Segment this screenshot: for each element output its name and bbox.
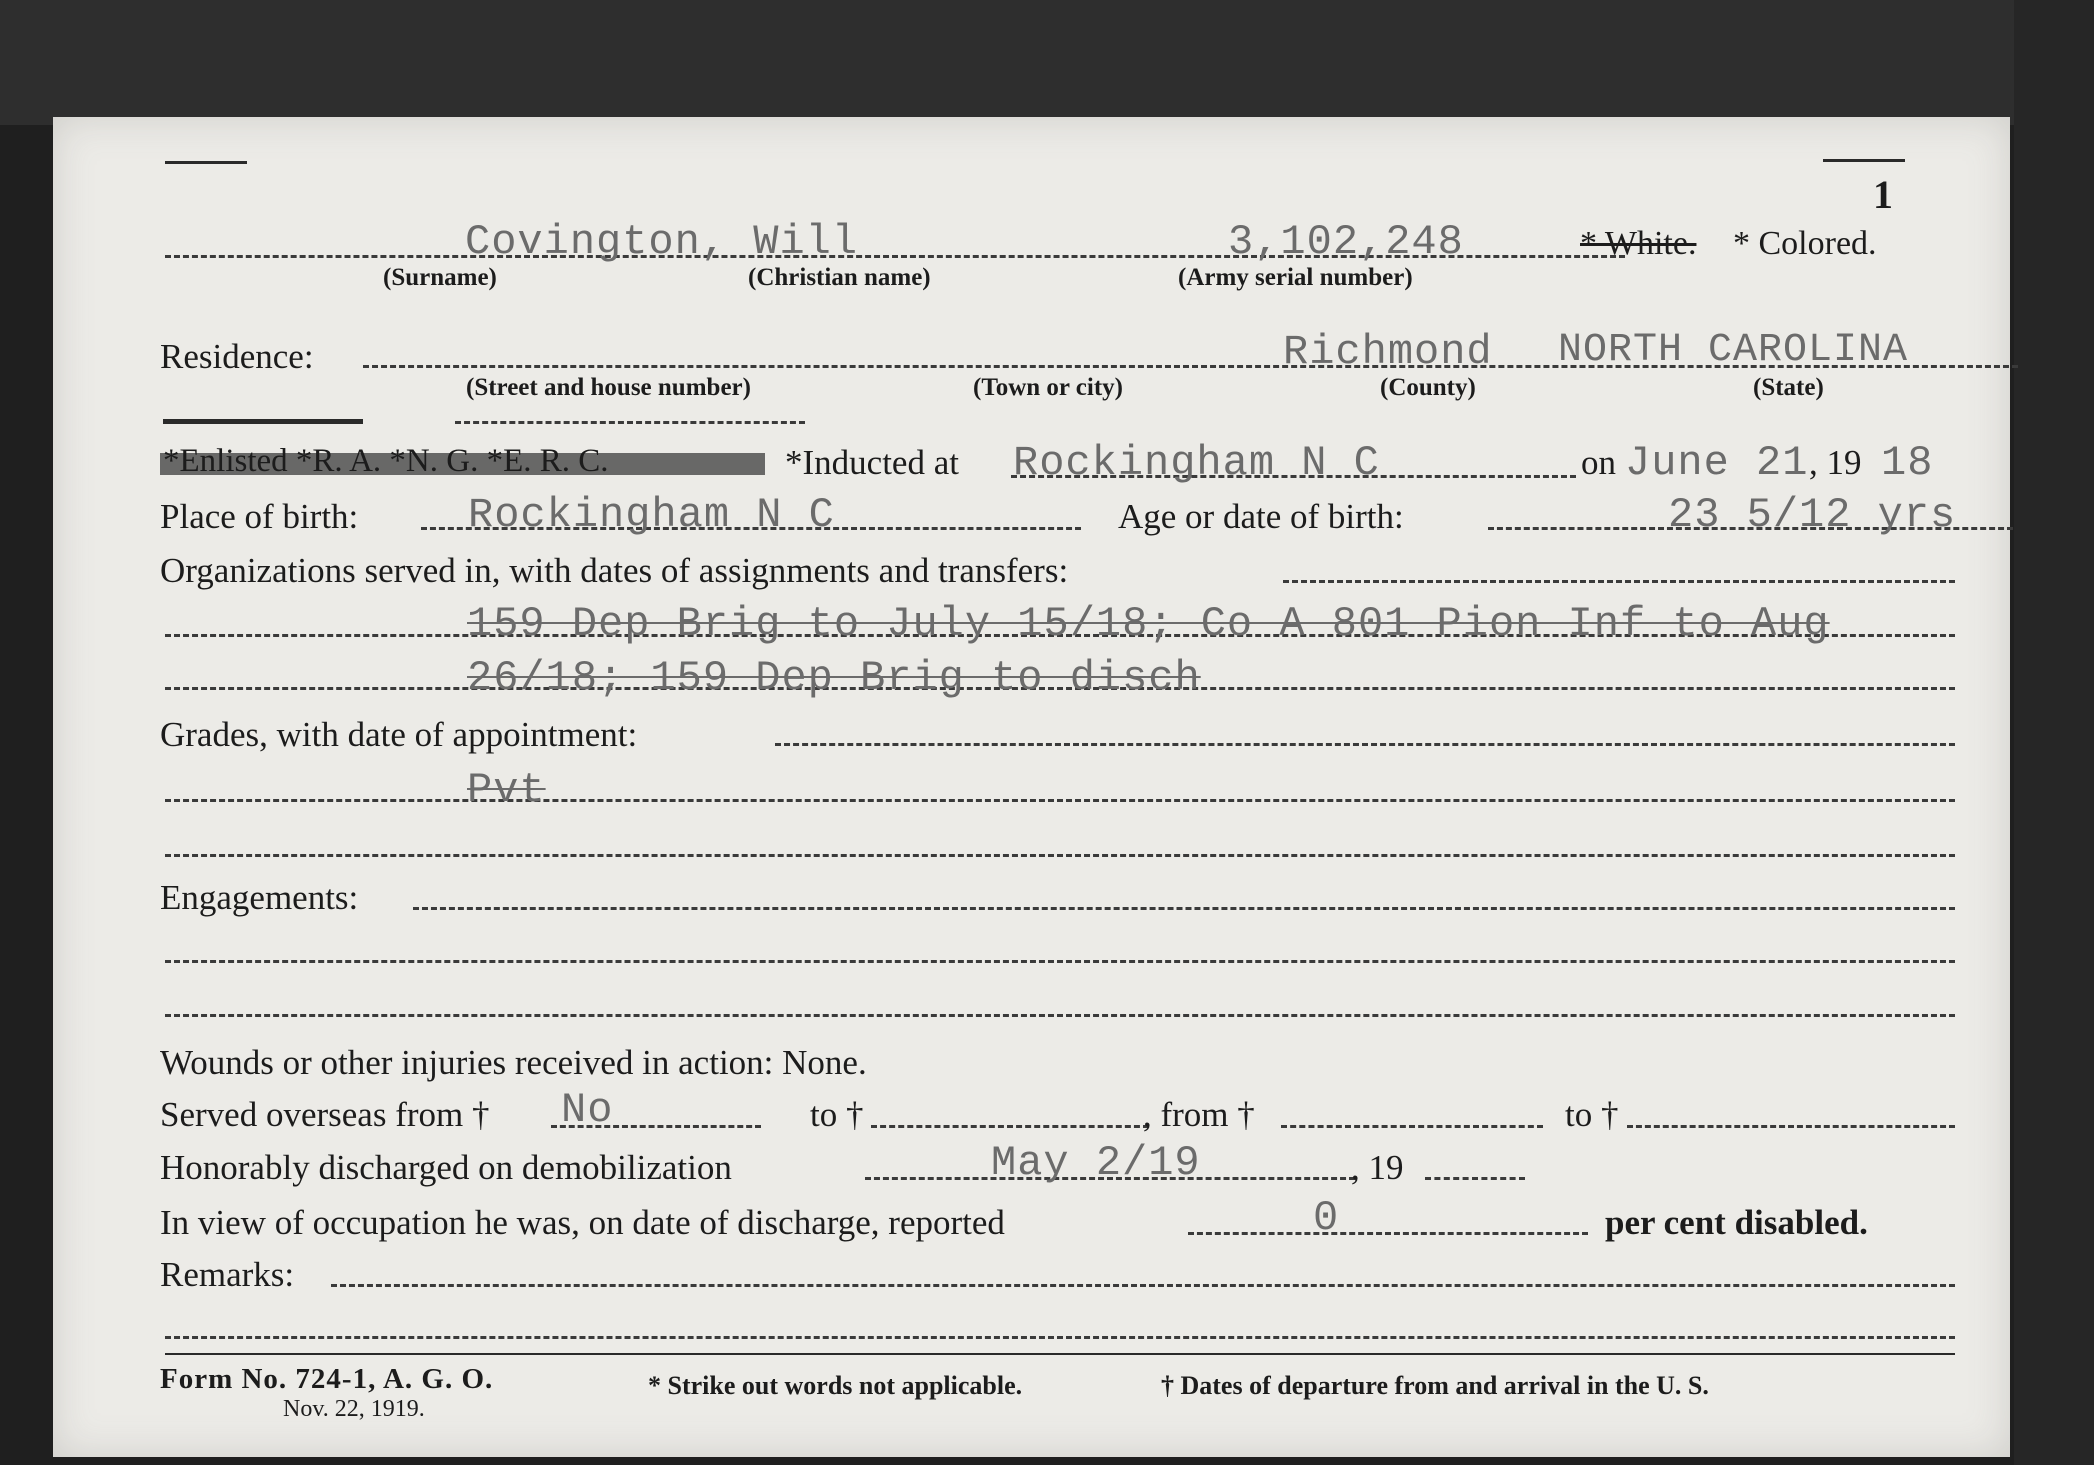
form-date: Nov. 22, 1919. <box>283 1396 425 1422</box>
disabled-line <box>1188 1232 1588 1235</box>
grade-value: Pvt <box>467 766 546 814</box>
engagements-line-2 <box>165 1014 1955 1017</box>
served-overseas-label: Served overseas from † <box>160 1095 490 1134</box>
corner-rule-right <box>1823 159 1905 162</box>
name-value: Covington, Will <box>465 218 859 266</box>
occupation-label: In view of occupation he was, on date of discharge, reported <box>160 1203 1005 1242</box>
organizations-value-1: 159 Dep Brig to July 15/18; Co A 801 Pion Inf to Aug <box>467 600 1830 648</box>
overseas-to-label: to † <box>810 1095 864 1134</box>
partial-line <box>455 421 805 424</box>
overseas-to-line <box>871 1125 1149 1128</box>
inducted-date-value: June 21 <box>1625 439 1809 487</box>
inducted-at-label: *Inducted at <box>785 443 959 482</box>
engagements-line-0 <box>413 907 1955 910</box>
overseas-from2-line <box>1281 1125 1543 1128</box>
overseas-from2-label: , from † <box>1143 1095 1255 1134</box>
county-value: Richmond <box>1283 328 1493 376</box>
dagger-note: † Dates of departure from and arrival in the U. S. <box>1161 1371 1709 1400</box>
page-number: 1 <box>1873 172 1893 217</box>
per-cent-disabled-label: per cent disabled. <box>1605 1203 1868 1242</box>
grades-label: Grades, with date of appointment: <box>160 715 638 754</box>
overseas-to2-label: to † <box>1565 1095 1619 1134</box>
discharge-year-label: , 19 <box>1351 1148 1404 1187</box>
inducted-place-value: Rockingham N C <box>1013 439 1380 487</box>
remarks-line-0 <box>331 1284 1955 1287</box>
age-label: Age or date of birth: <box>1118 497 1404 536</box>
serial-value: 3,102,248 <box>1228 218 1464 266</box>
organizations-line-0 <box>1283 580 1955 583</box>
corner-rule-left <box>165 161 247 164</box>
army-serial-caption: (Army serial number) <box>1178 264 1413 291</box>
strike-out-note: * Strike out words not applicable. <box>648 1371 1023 1400</box>
grades-line-0 <box>775 743 1955 746</box>
footer-rule <box>165 1353 1955 1355</box>
inducted-year-value: 18 <box>1881 439 1934 487</box>
surname-caption: (Surname) <box>383 264 497 291</box>
overseas-value: No <box>561 1086 614 1134</box>
remarks-label: Remarks: <box>160 1255 295 1294</box>
remarks-line-1 <box>165 1336 1955 1339</box>
birth-place-value: Rockingham N C <box>468 491 835 539</box>
overseas-to2-line <box>1627 1125 1955 1128</box>
residence-label: Residence: <box>160 337 314 376</box>
state-caption: (State) <box>1753 374 1824 401</box>
grades-line-2 <box>165 854 1955 857</box>
wounds-label: Wounds or other injuries received in action: None. <box>160 1043 867 1082</box>
engagements-line-1 <box>165 960 1955 963</box>
erasure-mark <box>163 419 363 424</box>
street-caption: (Street and house number) <box>466 374 751 401</box>
organizations-label: Organizations served in, with dates of assignments and transfers: <box>160 551 1069 590</box>
form-number: Form No. 724-1, A. G. O. <box>160 1363 494 1395</box>
discharge-date-value: May 2/19 <box>991 1139 1201 1187</box>
race-colored-label: * Colored. <box>1733 225 1877 262</box>
engagements-label: Engagements: <box>160 878 359 917</box>
organizations-value-2: 26/18; 159 Dep Brig to disch <box>467 654 1201 702</box>
grades-line-1 <box>165 799 1955 802</box>
enlisted-label: *Enlisted *R. A. *N. G. *E. R. C. <box>163 443 609 479</box>
honorably-discharged-label: Honorably discharged on demobilization <box>160 1148 732 1187</box>
background-top <box>0 0 2094 125</box>
on-label: on <box>1581 443 1616 482</box>
service-record-card <box>53 117 2010 1457</box>
town-caption: (Town or city) <box>973 374 1123 401</box>
background-right <box>2014 0 2094 1465</box>
race-white-label: * White. <box>1580 225 1697 262</box>
year-prefix-label: , 19 <box>1809 443 1862 482</box>
disabled-value: 0 <box>1313 1194 1340 1242</box>
place-of-birth-label: Place of birth: <box>160 497 359 536</box>
state-value: NORTH CAROLINA <box>1558 328 1909 373</box>
christian-name-caption: (Christian name) <box>748 264 931 291</box>
county-caption: (County) <box>1380 374 1476 401</box>
discharge-year-line <box>1425 1177 1525 1180</box>
age-value: 23 5/12 yrs <box>1668 491 1957 539</box>
